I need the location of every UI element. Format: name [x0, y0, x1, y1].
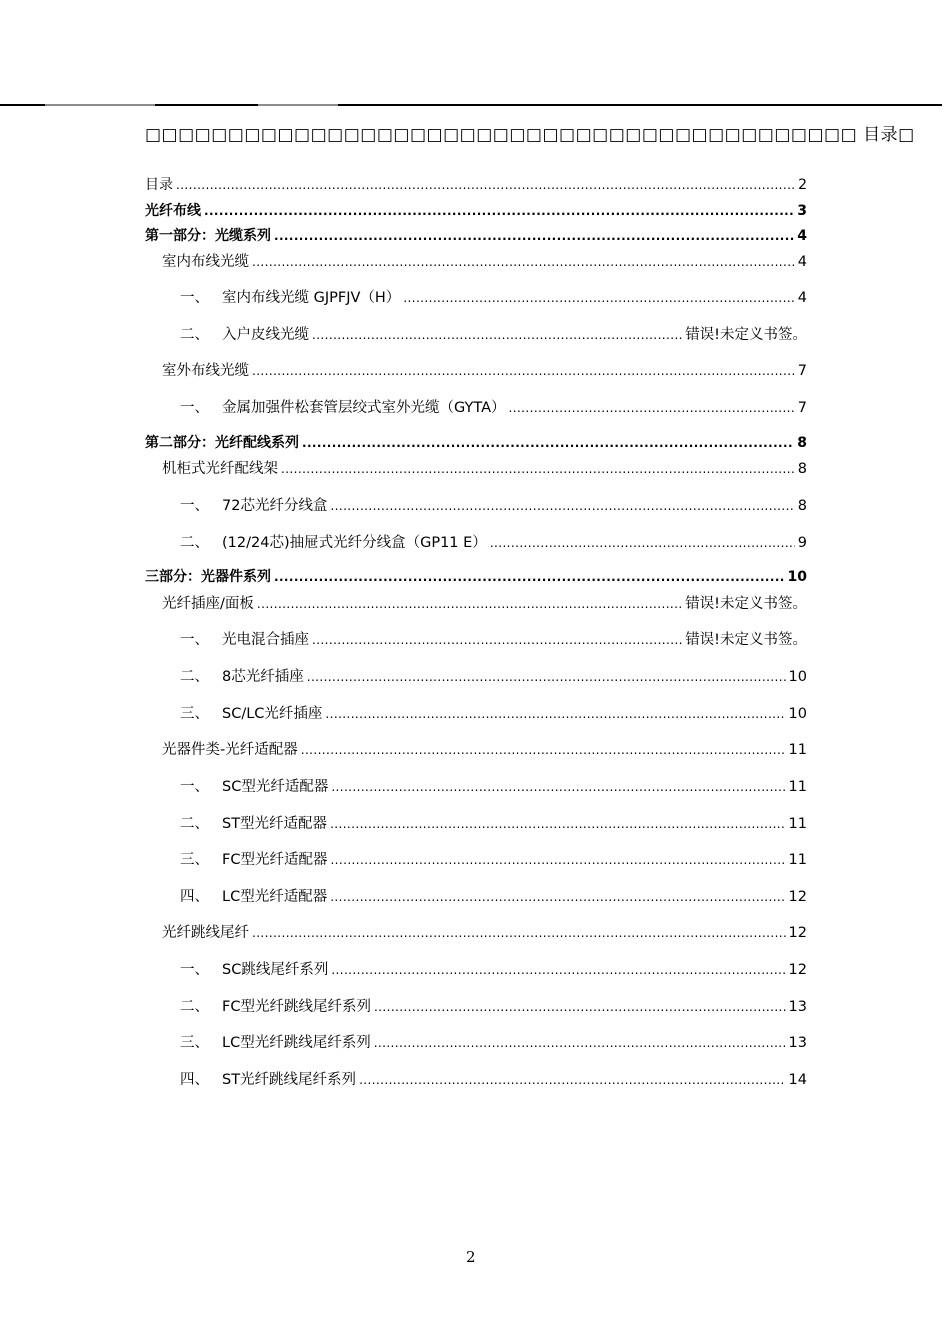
- toc-entry-text: 光纤插座/面板: [162, 596, 254, 612]
- toc-leader: [204, 203, 794, 219]
- toc-entry-number: 四、: [180, 889, 209, 905]
- toc-entry-page: 错误!未定义书签。: [685, 596, 807, 612]
- toc-entry-page: 12: [788, 962, 807, 978]
- toc-entry-text: ST型光纤适配器: [222, 816, 328, 832]
- toc-entry[interactable]: [145, 225, 807, 245]
- toc-entry[interactable]: [180, 775, 807, 796]
- toc-entry-number: 一、: [180, 290, 209, 306]
- toc-entry-text: LC型光纤跳线尾纤系列: [222, 1035, 371, 1051]
- toc-entry-text: 室外布线光缆: [162, 363, 249, 379]
- toc-entry-text: 第二部分：光纤配线系列: [145, 435, 299, 451]
- toc-entry-text: 室内布线光缆: [162, 254, 249, 270]
- toc-leader: [312, 632, 682, 648]
- toc-entry[interactable]: [180, 323, 807, 344]
- toc-entry-page: 8: [797, 435, 807, 451]
- toc-leader: [252, 925, 786, 941]
- toc-entry-number: 一、: [180, 400, 209, 416]
- toc-entry-page: 4: [797, 290, 807, 306]
- toc-entry[interactable]: [162, 921, 807, 942]
- toc-entry-page: 7: [797, 363, 807, 379]
- toc-entry-text: 室内布线光缆 GJPFJV（H）: [222, 290, 401, 306]
- toc-entry-page: 10: [787, 569, 807, 585]
- toc-entry[interactable]: [180, 286, 807, 307]
- toc-entry-page: 10: [788, 669, 807, 685]
- toc-entry-number: 一、: [180, 498, 209, 514]
- toc-entry[interactable]: [162, 359, 807, 380]
- toc-leader: [176, 177, 795, 193]
- toc-entry-page: 11: [788, 779, 807, 795]
- toc-entry-text: ST光纤跳线尾纤系列: [222, 1072, 357, 1088]
- toc-entry-number: 二、: [180, 816, 209, 832]
- toc-entry[interactable]: [145, 432, 807, 452]
- missing-glyph-suffix: □: [898, 125, 915, 145]
- toc-leader: [301, 742, 786, 758]
- toc-entry[interactable]: [180, 848, 807, 869]
- toc-entry[interactable]: [162, 457, 807, 478]
- toc-entry[interactable]: [180, 702, 807, 723]
- toc-entry[interactable]: [180, 995, 807, 1016]
- toc-entry-text: 入户皮线光缆: [222, 327, 309, 343]
- toc-entry-text: FC型光纤适配器: [222, 852, 328, 868]
- toc-title-text: 目录: [863, 125, 899, 145]
- toc-entry-page: 4: [797, 228, 807, 244]
- toc-entry-text: 72芯光纤分线盒: [222, 498, 328, 514]
- toc-entry-page: 13: [788, 1035, 807, 1051]
- toc-leader: [331, 779, 785, 795]
- toc-entry-text: SC跳线尾纤系列: [222, 962, 329, 978]
- toc-entry-text: 光电混合插座: [222, 632, 309, 648]
- toc-entry-text: FC型光纤跳线尾纤系列: [222, 999, 371, 1015]
- toc-entry[interactable]: [162, 738, 807, 759]
- toc-leader: [281, 461, 795, 477]
- toc-leader: [307, 669, 786, 685]
- toc-entry-page: 9: [797, 535, 807, 551]
- toc-entry-page: 2: [798, 177, 807, 193]
- toc-entry-text: 第一部分：光缆系列: [145, 228, 271, 244]
- toc-entry-text: SC型光纤适配器: [222, 779, 329, 795]
- toc-entry-text: 光纤跳线尾纤: [162, 925, 249, 941]
- toc-entry-number: 二、: [180, 327, 209, 343]
- toc-entry-text: 三部分：光器件系列: [145, 569, 271, 585]
- toc-entry-text: SC/LC光纤插座: [222, 706, 323, 722]
- toc-entry-text: 8芯光纤插座: [222, 669, 304, 685]
- toc-leader: [274, 228, 794, 244]
- toc-entry-page: 12: [788, 925, 807, 941]
- toc-entry-page: 4: [797, 254, 807, 270]
- toc-entry-number: 四、: [180, 1072, 209, 1088]
- toc-leader: [374, 999, 786, 1015]
- toc-entry-page: 8: [797, 461, 807, 477]
- toc-entry-page: 12: [788, 889, 807, 905]
- toc-leader: [330, 498, 794, 514]
- toc-entry-text: 光器件类-光纤适配器: [162, 742, 298, 758]
- toc-leader: [252, 254, 795, 270]
- toc-entry[interactable]: [180, 958, 807, 979]
- toc-entry[interactable]: [180, 531, 807, 552]
- toc-entry[interactable]: [145, 174, 807, 194]
- toc-entry[interactable]: [180, 885, 807, 906]
- toc-entry[interactable]: [180, 1068, 807, 1089]
- toc-entry-text: 金属加强件松套管层绞式室外光缆（GYTA）: [222, 400, 506, 416]
- toc-entry-page: 错误!未定义书签。: [685, 327, 807, 343]
- toc-leader: [359, 1072, 785, 1088]
- toc-entry[interactable]: [180, 396, 807, 417]
- toc-entry-page: 10: [788, 706, 807, 722]
- toc-entry-text: 目录: [145, 177, 173, 193]
- toc-entry-page: 8: [797, 498, 807, 514]
- toc-entry-page: 11: [788, 852, 807, 868]
- toc-leader: [331, 962, 785, 978]
- toc-leader: [330, 816, 785, 832]
- toc-entry-number: 一、: [180, 779, 209, 795]
- toc-leader: [252, 363, 795, 379]
- toc-entry-text: (12/24芯)抽屉式光纤分线盒（GP11 E）: [222, 535, 487, 551]
- toc-entry-page: 7: [797, 400, 807, 416]
- toc-entry[interactable]: [180, 628, 807, 649]
- toc-entry-text: 光纤布线: [145, 203, 201, 219]
- toc-entry-page: 13: [788, 999, 807, 1015]
- toc-entry-number: 二、: [180, 669, 209, 685]
- toc-entry-text: LC型光纤适配器: [222, 889, 328, 905]
- toc-leader: [302, 435, 794, 451]
- toc-entry-number: 三、: [180, 1035, 209, 1051]
- missing-glyph-prefix: □□□□□□□□□□□□□□□□□□□□□□□□□□□□□□□□□□□□□□□□□□□: [145, 125, 864, 145]
- toc-entry[interactable]: [145, 200, 807, 220]
- toc-leader: [330, 889, 785, 905]
- toc-leader: [312, 327, 682, 343]
- toc-entry[interactable]: [162, 250, 807, 271]
- toc-leader: [374, 1035, 786, 1051]
- toc-entry[interactable]: [180, 665, 807, 686]
- toc-entry-page: 3: [797, 203, 807, 219]
- toc-entry-number: 二、: [180, 999, 209, 1015]
- toc-entry-text: 机柜式光纤配线架: [162, 461, 278, 477]
- toc-leader: [274, 569, 785, 585]
- toc-entry-page: 错误!未定义书签。: [685, 632, 807, 648]
- toc-entry-number: 一、: [180, 962, 209, 978]
- toc-leader: [490, 535, 795, 551]
- toc-entry-page: 11: [788, 816, 807, 832]
- toc-entry[interactable]: [145, 566, 807, 586]
- toc-entry-page: 11: [788, 742, 807, 758]
- toc-leader: [330, 852, 785, 868]
- toc-leader: [403, 290, 794, 306]
- toc-entry[interactable]: [162, 592, 807, 613]
- toc-entry-number: 三、: [180, 706, 209, 722]
- toc-entry[interactable]: [180, 494, 807, 515]
- toc-entry-page: 14: [788, 1072, 807, 1088]
- toc-entry-number: 三、: [180, 852, 209, 868]
- toc-leader: [325, 706, 785, 722]
- page-number: 2: [466, 1248, 476, 1266]
- toc-entry-number: 二、: [180, 535, 209, 551]
- toc-entry[interactable]: [180, 1031, 807, 1052]
- toc-entry-number: 一、: [180, 632, 209, 648]
- toc-leader: [509, 400, 795, 416]
- toc-leader: [257, 596, 682, 612]
- toc-entry[interactable]: [180, 812, 807, 833]
